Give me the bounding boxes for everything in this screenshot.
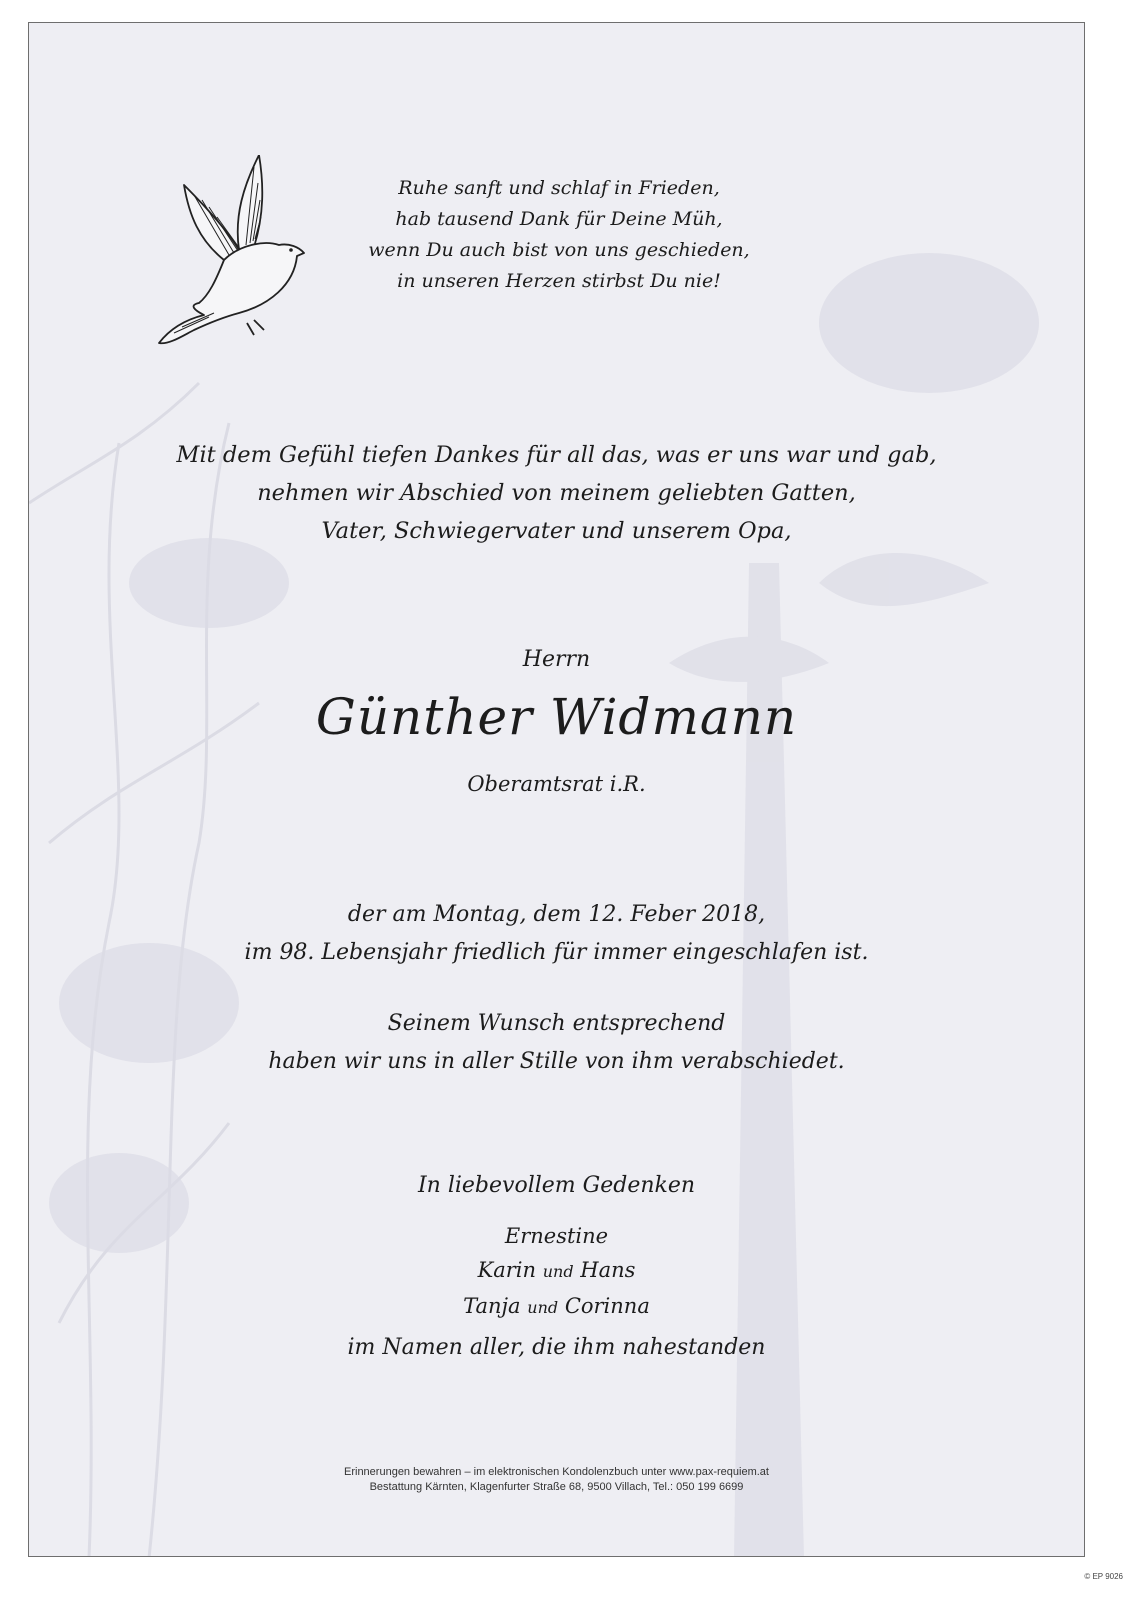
footer-address-line: Bestattung Kärnten, Klagenfurter Straße 68, 9500 Villach, Tel.: 050 199 6699 (369, 1481, 744, 1493)
mourner-line (29, 1289, 1084, 1325)
mourner-line (29, 1253, 1084, 1289)
poem-verse (349, 173, 769, 297)
memory-line: In liebevollem Gedenken (417, 1173, 696, 1198)
mourner-conjunction: und (542, 1262, 574, 1281)
mourner-conjunction: und (527, 1298, 559, 1317)
mourner-name: Corinna (564, 1294, 650, 1318)
closing-line: im Namen aller, die ihm nahestanden (347, 1335, 766, 1360)
mourners-list (29, 1219, 1084, 1325)
intro-line: Mit dem Gefühl tiefen Dankes für all das, was er uns war und gab, (176, 442, 937, 468)
mourner-line (29, 1219, 1084, 1253)
print-code: © EP 9026 (1084, 1572, 1123, 1581)
intro-line: nehmen wir Abschied von meinem geliebten Gatten, (257, 480, 856, 506)
death-notice-line: der am Montag, dem 12. Feber 2018, (347, 902, 766, 927)
footer-condolence-line: Erinnerungen bewahren – im elektronischen Kondolenzbuch unter www.pax-requiem.at (344, 1466, 769, 1478)
poem-line: hab tausend Dank für Deine Müh, (395, 208, 723, 230)
poem-line: wenn Du auch bist von uns geschieden, (368, 239, 750, 261)
deceased-name: Günther Widmann (315, 688, 798, 746)
footer (29, 1465, 1084, 1495)
mourner-name: Karin (477, 1258, 537, 1282)
death-notice-line: im 98. Lebensjahr friedlich für immer eingeschlafen ist. (244, 940, 869, 965)
intro-line: Vater, Schwiegervater und unserem Opa, (321, 518, 792, 544)
death-notice (29, 896, 1084, 972)
poem-line: in unseren Herzen stirbst Du nie! (397, 270, 721, 292)
obituary-card (28, 22, 1085, 1557)
mourner-name: Hans (580, 1258, 636, 1282)
dove-icon (154, 155, 314, 355)
deceased-title: Oberamtsrat i.R. (467, 772, 646, 796)
wish-line: haben wir uns in aller Stille von ihm verabschiedet. (268, 1049, 845, 1074)
salutation: Herrn (522, 647, 591, 672)
poem-line: Ruhe sanft und schlaf in Frieden, (398, 177, 720, 199)
wish-line: Seinem Wunsch entsprechend (387, 1011, 726, 1036)
wish-text (29, 1005, 1084, 1081)
mourner-name: Tanja (463, 1294, 521, 1318)
intro-text (29, 436, 1084, 550)
mourner-name: Ernestine (504, 1224, 609, 1248)
